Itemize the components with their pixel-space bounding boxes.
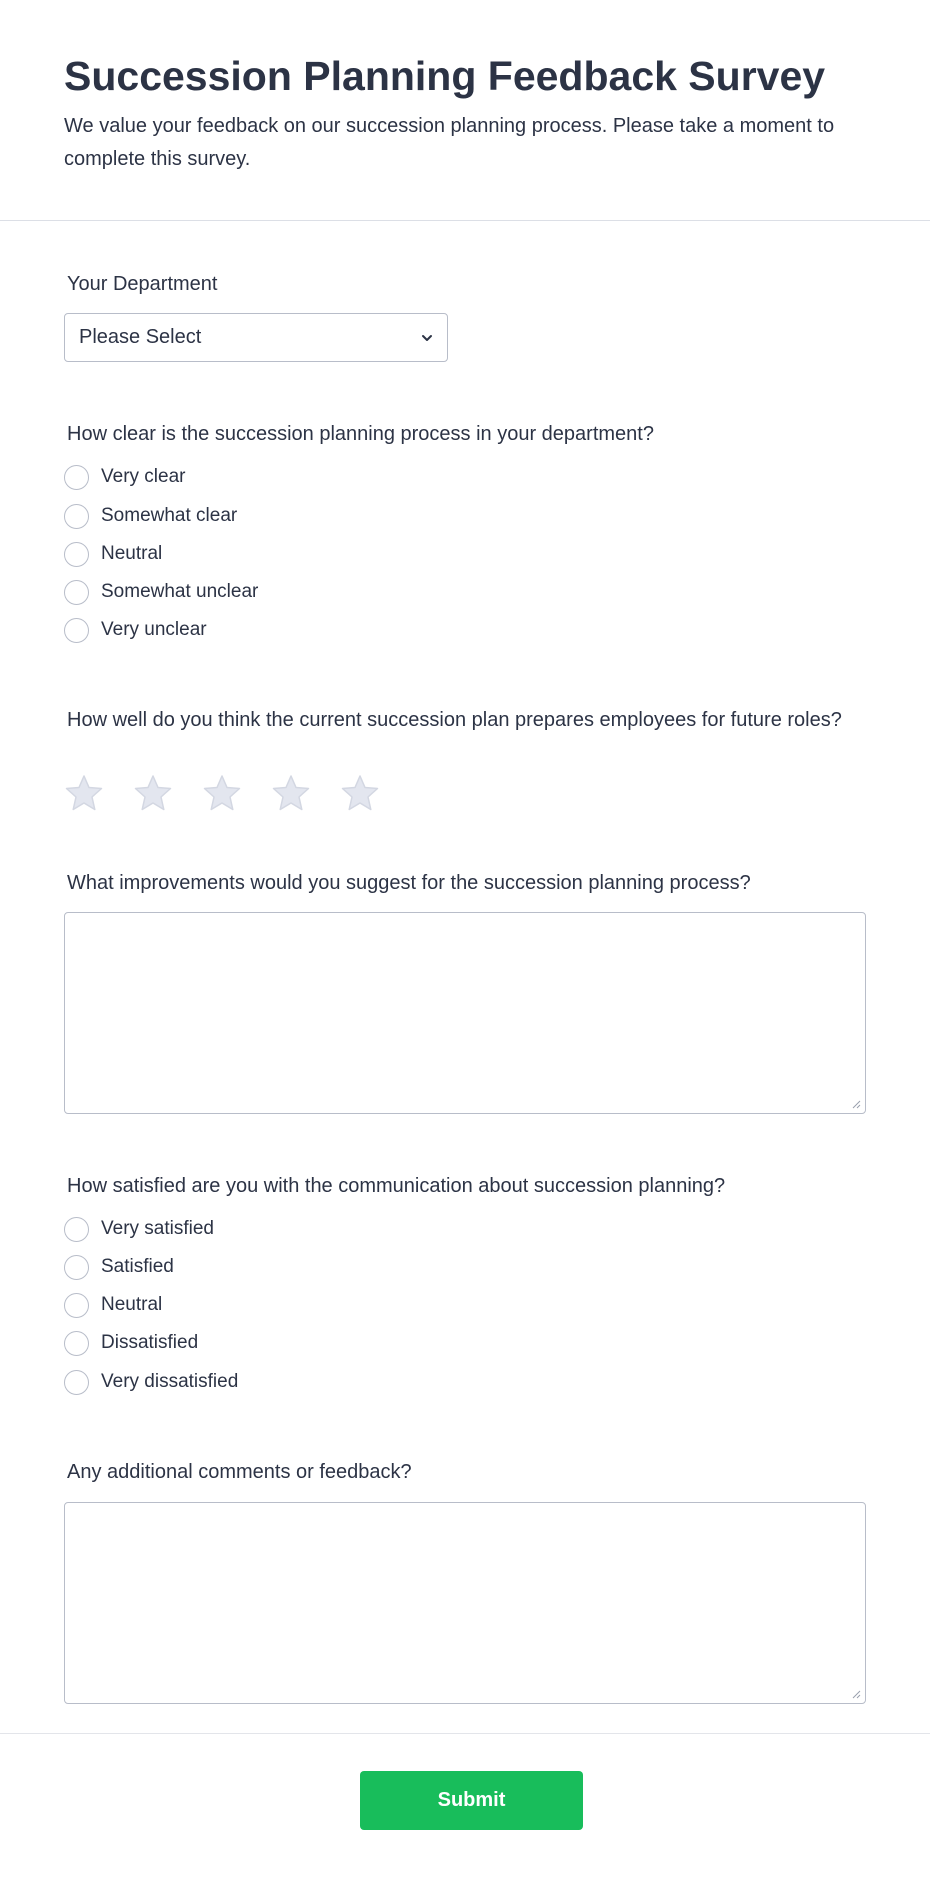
preparation-question: How well do you think the current succession plan prepares employees for future roles?	[67, 709, 842, 731]
radio-button[interactable]	[64, 1370, 89, 1395]
satisfaction-question: How satisfied are you with the communication about succession planning?	[67, 1175, 726, 1197]
radio-label: Neutral	[101, 543, 163, 564]
chevron-down-icon	[421, 332, 433, 344]
clarity-option[interactable]	[64, 464, 185, 490]
radio-button[interactable]	[64, 1255, 89, 1280]
radio-button[interactable]	[64, 618, 89, 643]
clarity-option[interactable]	[64, 503, 237, 529]
radio-label: Neutral	[101, 1294, 163, 1315]
radio-button[interactable]	[64, 542, 89, 567]
star-icon[interactable]	[202, 773, 242, 813]
radio-label: Somewhat clear	[101, 505, 238, 526]
comments-question: Any additional comments or feedback?	[67, 1461, 412, 1483]
star-icon[interactable]	[64, 773, 104, 813]
radio-label: Very satisfied	[101, 1218, 214, 1239]
satisfaction-option[interactable]	[64, 1330, 198, 1356]
satisfaction-option[interactable]	[64, 1216, 214, 1242]
star-icon[interactable]	[340, 773, 380, 813]
improvements-question: What improvements would you suggest for the succession planning process?	[67, 872, 751, 894]
clarity-option[interactable]	[64, 617, 207, 643]
radio-button[interactable]	[64, 1331, 89, 1356]
radio-label: Satisfied	[101, 1256, 174, 1277]
resize-handle-icon[interactable]	[851, 1099, 861, 1109]
satisfaction-option[interactable]	[64, 1254, 174, 1280]
radio-button[interactable]	[64, 465, 89, 490]
department-select[interactable]	[64, 313, 448, 362]
star-icon[interactable]	[133, 773, 173, 813]
clarity-question: How clear is the succession planning process in your department?	[67, 423, 654, 445]
radio-label: Somewhat unclear	[101, 581, 259, 602]
department-select-value: Please Select	[79, 326, 202, 348]
submit-button[interactable]: Submit	[360, 1771, 583, 1830]
improvements-textarea[interactable]	[64, 912, 866, 1114]
resize-handle-icon[interactable]	[851, 1689, 861, 1699]
radio-button[interactable]	[64, 504, 89, 529]
page-subtitle: We value your feedback on our succession planning process. Please take a moment to complete this survey.	[64, 115, 835, 170]
radio-button[interactable]	[64, 1293, 89, 1318]
department-label: Your Department	[67, 273, 218, 295]
star-icon[interactable]	[271, 773, 311, 813]
radio-label: Very dissatisfied	[101, 1371, 239, 1392]
clarity-option[interactable]	[64, 579, 258, 605]
radio-button[interactable]	[64, 580, 89, 605]
page-title: Succession Planning Feedback Survey	[64, 53, 826, 99]
star-rating[interactable]	[64, 773, 409, 813]
radio-button[interactable]	[64, 1217, 89, 1242]
radio-label: Very clear	[101, 466, 186, 487]
comments-textarea[interactable]	[64, 1502, 866, 1704]
radio-label: Very unclear	[101, 619, 207, 640]
satisfaction-option[interactable]	[64, 1292, 162, 1318]
radio-label: Dissatisfied	[101, 1332, 199, 1353]
form-header	[0, 0, 930, 221]
satisfaction-option[interactable]	[64, 1369, 238, 1395]
clarity-option[interactable]	[64, 541, 162, 567]
